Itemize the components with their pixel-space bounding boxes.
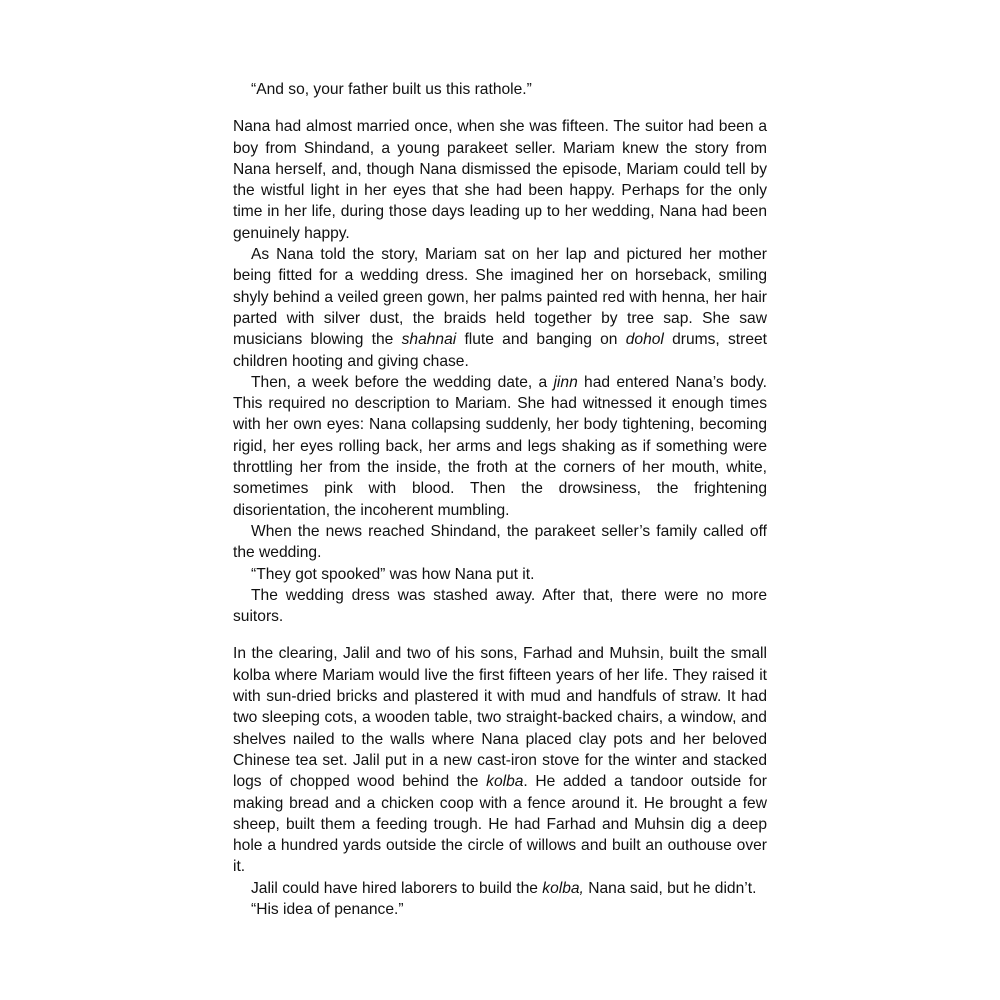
italic-dohol: dohol — [625, 331, 664, 349]
paragraph-penance: “His idea of penance.” — [251, 900, 404, 918]
paragraph-wedding-called-off: When the news reached Shindand, the parakeet seller’s family called off the wedding. — [233, 522, 767, 562]
paragraph-kolba-built: In the clearing, Jalil and two of his sons, Farhad and Muhsin, built the small kolba where Mariam would live the first fifteen years of her life. They raised it with sun-dried bricks and plastered it with mud and handfuls of straw. It had two sleeping cots, a wooden table, two straight-backed chairs, a window, and shelves nailed to the walls where Nana placed clay pots and her beloved Chinese tea set. Jalil put in a new cast-iron stove for the winter and stacked logs of chopped wood behind the kolba. He added a tandoor outside for making bread and a chicken coop with a fence around it. He brought a few sheep, built them a feeding trough. He had Farhad and Muhsin dig a deep hole a hundred yards outside the circle of willows and built an outhouse over it. — [233, 645, 767, 876]
book-page — [233, 79, 767, 920]
paragraph-hired-laborers: Jalil could have hired laborers to build the kolba, Nana said, but he didn’t. — [251, 879, 757, 897]
italic-shahnai: shahnai — [401, 331, 457, 349]
paragraph-jinn: Then, a week before the wedding date, a jinn had entered Nana’s body. This required no description to Mariam. She had witnessed it enough times with her own eyes: Nana collapsing suddenly, her body tightening, becoming rigid, her eyes rolling back, her arms and legs shaking as if something were throttling her from the inside, the froth at the corners of her mouth, white, sometimes pink with blood. Then the drowsiness, the frightening disorientation, the incoherent mumbling. — [233, 373, 767, 519]
paragraph-nana-almost-married: Nana had almost married once, when she was fifteen. The suitor had been a boy from Shindand, a young parakeet seller. Mariam knew the story from Nana herself, and, though Nana dismissed the episode, Mariam could tell by the wistful light in her eyes that she had been happy. Perhaps for the only time in her life, during those days leading up to her wedding, Nana had been genuinely happy. — [233, 118, 767, 242]
paragraph-rathole-quote: “And so, your father built us this rathole.” — [251, 81, 532, 98]
italic-kolba: kolba — [486, 773, 524, 791]
paragraph-wedding-dress-imagined: As Nana told the story, Mariam sat on her lap and pictured her mother being fitted for a wedding dress. She imagined her on horseback, smiling shyly behind a veiled green gown, her palms painted red with henna, her hair parted with silver dust, the braids held together by tree sap. She saw musicians blowing the shahnai flute and banging on dohol drums, street children hooting and giving chase. — [233, 246, 767, 370]
italic-kolba-comma: kolba, — [542, 879, 584, 897]
italic-jinn: jinn — [553, 373, 578, 391]
paragraph-got-spooked: “They got spooked” was how Nana put it. — [251, 565, 535, 583]
paragraph-dress-stashed: The wedding dress was stashed away. After that, there were no more suitors. — [233, 586, 767, 626]
